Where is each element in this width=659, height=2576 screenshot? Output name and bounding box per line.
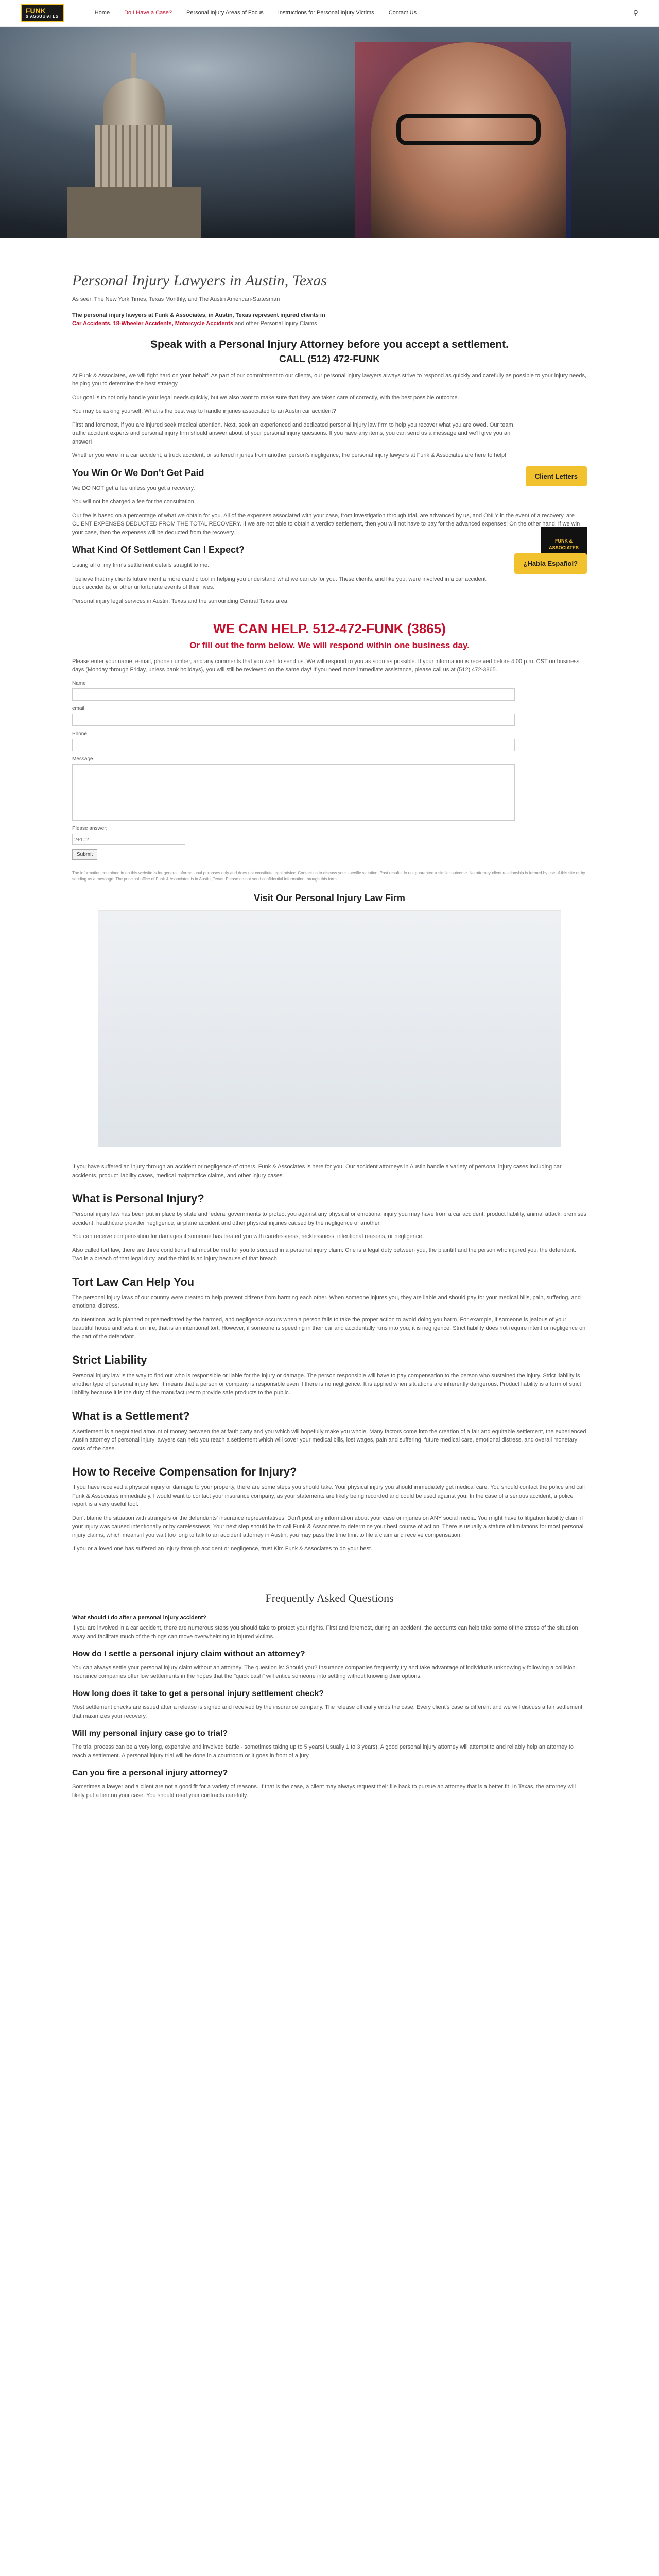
paragraph: You may be asking yourself: What is the best way to handle injuries associated to an Austin car accident?	[72, 408, 336, 414]
nav-links	[95, 9, 417, 18]
paragraph: Personal injury law has been put in place by state and federal governments to protect you against any physical or emotional injury you may have from a car accident, product liability, animal attack, premises accident, healthcare provider negligence, airplane accident and other physical injuries caused by the negligence of another.	[72, 1211, 586, 1226]
faq-question[interactable]: Can you fire a personal injury attorney?	[72, 1769, 228, 1778]
paragraph: At Funk & Associates, we will fight hard on your behalf. As part of our commitment to our clients, our personal injury lawyers always strive to respond as quickly and carefully as possible to your injury needs, helping you to determine the best strategy.	[72, 372, 587, 387]
logo-sub: & ASSOCIATES	[26, 15, 59, 19]
submit-button[interactable]: Submit	[72, 849, 97, 860]
settlement-definition-heading: What is a Settlement?	[72, 1409, 190, 1422]
paragraph: The personal injury laws of our country were created to help prevent citizens from harming each other. When someone injures you, they are liable and should pay for your medical bills, pain, suffering, and emotional distress.	[72, 1294, 581, 1310]
captcha-field[interactable]	[72, 834, 185, 845]
paragraph: An intentional act is planned or premeditated by the harmed, and negligence occurs when a person fails to take the proper action to avoid doing you harm. For example, if someone is jealous of your beautiful house and sets it on fire, that is an intentional tort. However, if someone is speeding in their car and accidentally runs into you, it is negligence. Strict liability does not require intent or negligence on the part of the defendant.	[72, 1316, 586, 1340]
paragraph: If you or a loved one has suffered an injury through accident or negligence, trust Kim Funk & Associates to do your best.	[72, 1546, 373, 1552]
capitol-base	[67, 187, 201, 238]
message-label: Message	[72, 756, 93, 762]
paragraph: If you have suffered an injury through an accident or negligence of others, Funk & Associates is here for you. Our accident attorneys in Austin handle a variety of personal injury cases including car accidents, product liability cases, medical malpractice claims, and other injury cases.	[72, 1164, 562, 1179]
capitol-dome	[103, 78, 165, 125]
paragraph: You can receive compensation for damages if someone has treated you with carelessness, recklessness, intentional reasons, or negligence.	[72, 1233, 424, 1240]
habla-espanol-button[interactable]: ¿Habla Español?	[514, 553, 587, 574]
nav-areas-of-focus[interactable]: Personal Injury Areas of Focus	[186, 10, 264, 16]
contact-form	[72, 680, 587, 860]
intro-line1-end: and other Personal Injury Claims	[235, 320, 317, 327]
faq-question[interactable]: What should I do after a personal injury accident?	[72, 1614, 206, 1621]
email-field[interactable]	[72, 714, 515, 726]
hero-banner	[0, 27, 659, 238]
faq-answer: Sometimes a lawyer and a client are not a good fit for a variety of reasons. If that is the case, a client may always request their file back to pursue an attorney that is a better fit. In Texas, the attorney will likely put a lien on your case. You should read your contracts carefully.	[72, 1784, 576, 1799]
name-label: Name	[72, 680, 86, 686]
win-heading: You Win Or We Don't Get Paid	[72, 467, 204, 478]
name-field[interactable]	[72, 688, 515, 701]
funk-badge-image: FUNK & ASSOCIATES	[541, 527, 587, 563]
faq-question[interactable]: How do I settle a personal injury claim without an attorney?	[72, 1650, 305, 1659]
law-firm-map-embed[interactable]	[98, 910, 561, 1147]
capitol-building-image	[67, 47, 201, 238]
message-field[interactable]	[72, 764, 515, 821]
paragraph: If you have received a physical injury or damage to your property, there are some steps you should take. Your physical injury you should immediately get medical care. You should contact the police and call Funk & Associates immediately. I would want to contact your insurance company, as your statements are likely being recorded and could be used against you. In the case of a serious accident, a police report is a very useful tool.	[72, 1484, 585, 1508]
faq-question[interactable]: Will my personal injury case go to trial?	[72, 1729, 228, 1738]
faq-answer: Most settlement checks are issued after a release is signed and received by the insurance company. The release officially ends the case. Every client's case is different and we will discuss a fair settlement that maximizes your recovery.	[72, 1704, 583, 1719]
logo-main: FUNK	[26, 6, 46, 15]
speak-heading: Speak with a Personal Injury Attorney before you accept a settlement.	[150, 338, 509, 350]
glasses-shape	[396, 114, 541, 145]
main-content	[72, 269, 587, 1800]
paragraph: Personal injury legal services in Austin, Texas and the surrounding Central Texas area.	[72, 598, 289, 604]
paragraph: Our goal is to not only handle your legal needs quickly, but we also want to make sure that they are taken care of correctly, with the best possible outcome.	[72, 394, 459, 401]
visit-heading: Visit Our Personal Injury Law Firm	[254, 893, 405, 904]
client-letters-button[interactable]: Client Letters	[526, 466, 587, 487]
nav-home[interactable]: Home	[94, 10, 110, 16]
paragraph: Whether you were in a car accident, a truck accident, or suffered injuries from another person's negligence, the personal injury lawyers at Funk & Associates are here to help!	[72, 452, 507, 459]
settlement-heading: What Kind Of Settlement Can I Expect?	[72, 545, 245, 555]
disclaimer-text: The information contained in on this website is for general informational purposes only and does not constitute legal advice. Contact us to discuss your specific situation. Past results do not guarantee a similar outcome. No attorney-client relationship is formed by use of this site or by sending us a message. The principal office of Funk & Associates is in Austin, Texas. Please do not send confidential information through this form.	[72, 870, 585, 882]
captcha-question: 2+1=?	[74, 837, 89, 843]
paragraph: You will not be charged a fee for the consultation.	[72, 499, 196, 505]
intro-practice-areas[interactable]: Car Accidents, 18-Wheeler Accidents, Motorcycle Accidents	[72, 320, 233, 327]
top-nav	[0, 0, 659, 27]
paragraph: Our fee is based on a percentage of what we obtain for you. All of the expenses associated with your case, from investigation through trial, are advanced by us, and ONLY in the event of a recovery, are CLIENT EXPENSES DEDUCTED FROM THE TOTAL RECOVERY. If we are not able to obtain a verdict/ settlement, then you will not have to pay for the advanced expenses! On the other hand, if we win your case, then the expenses will be deducted from the recovery.	[72, 512, 580, 536]
paragraph: I believe that my clients future merit a more candid tool in helping you understand what we can do for you. These clients, and like you, were involved in a car accident, truck accidents, or other unfortunate events of their lives.	[72, 575, 488, 590]
faq-question[interactable]: How long does it take to get a personal injury settlement check?	[72, 1689, 324, 1699]
intro-text	[72, 311, 587, 328]
tort-law-heading: Tort Law Can Help You	[72, 1275, 195, 1289]
page-title: Personal Injury Lawyers in Austin, Texas	[72, 272, 327, 289]
paragraph: Please enter your name, e-mail, phone number, and any comments that you wish to send us. We will respond to you as soon as possible. If your information is received before 4:00 p.m. CST on business days (Monday through Friday, unless bank holidays), you will still be reviewed on the same day! If you need more immediate assistance, please call us at (512) 472-3865.	[72, 658, 580, 673]
nav-contact[interactable]: Contact Us	[388, 10, 417, 16]
phone-label: Phone	[72, 731, 87, 737]
what-is-pi-heading: What is Personal Injury?	[72, 1192, 204, 1206]
paragraph: Listing all of my firm's settlement details straight to me.	[72, 562, 210, 568]
page-subtitle: As seen The New York Times, Texas Monthly, and The Austin American-Statesman	[72, 296, 280, 302]
intro-line1: The personal injury lawyers at Funk & Associates, in Austin, Texas represent injured clients in	[72, 312, 325, 318]
paragraph: Personal injury law is the way to find out who is responsible or liable for the injury or damage. The person responsible will have to pay compensation to the person who sustained the injury. Strict liability is another type of personal injury law. It means that a person or company is responsible even if there is no negligence. It is applied when situations are inherently dangerous. Product liability is a form of strict liability because it is the duty of the manufacturer to provide safe products to the public.	[72, 1372, 581, 1396]
faq-heading: Frequently Asked Questions	[265, 1591, 394, 1604]
strict-liability-heading: Strict Liability	[72, 1353, 147, 1367]
paragraph: First and foremost, if you are injured seek medical attention. Next, seek an experienced and dedicated personal injury law firm to help you recover what you are owed. Our team traffic accident experts and personal injury firm should answer about of your personal injury questions. If you have any items, you can send us a message and we'll give you an answer!	[72, 421, 513, 445]
we-can-help-heading[interactable]: WE CAN HELP. 512-472-FUNK (3865)	[213, 621, 446, 636]
paragraph: Also called tort law, there are three conditions that must be met for you to succeed in a personal injury claim: One is a legal duty between you, the plaintiff and the person who injured you, the defendant. Two is a breach of that legal duty, and the third is an injury because of that breach.	[72, 1247, 576, 1262]
email-label: email	[72, 705, 84, 711]
nav-do-i-have-a-case[interactable]: Do I Have a Case?	[124, 10, 172, 16]
nav-instructions[interactable]: Instructions for Personal Injury Victims	[278, 10, 374, 16]
capitol-columns	[95, 125, 172, 187]
faq-answer: You can always settle your personal injury claim without an attorney. The question is: Should you? Insurance companies frequently try and take advantage of individuals unknowingly following a collision. Insurance companies offer low settlements in the hopes that the "quick cash" will entice someone into settling without knowing their options.	[72, 1665, 577, 1680]
phone-field[interactable]	[72, 739, 515, 751]
captcha-label: Please answer:	[72, 825, 108, 832]
form-instructions-heading: Or fill out the form below. We will respond within one business day.	[189, 640, 470, 650]
body-content	[72, 1163, 587, 1553]
faq-answer: If you are involved in a car accident, there are numerous steps you should take to protect your rights. First and foremost, during an accident, the accounts can help take some of the stress of the situation away and facilitate much of the things can move overwhelming to injured victims.	[72, 1625, 578, 1640]
paragraph: We DO NOT get a fee unless you get a recovery.	[72, 485, 195, 492]
call-number[interactable]: CALL (512) 472-FUNK	[279, 354, 380, 365]
search-icon[interactable]: ⚲	[633, 9, 638, 17]
paragraph: A settlement is a negotiated amount of money between the at fault party and you which will hopefully make you whole. Many factors come into the creation of a fair and equitable settlement, the experienced Austin attorney of personal injury lawyers can help you reach a settlement which will cover your medical bills, lost wages, pain and suffering, future medical care, emotional distress, and overall monetary costs of the case.	[72, 1428, 586, 1452]
paragraph: Don't blame the situation with strangers or the defendants' insurance representatives. Don't post any information about your case or injuries on ANY social media. You might have to litigation liability claim if your injury was caused intentionally or by carelessness. Your next step should be to call Funk & Associates to determine your best course of action. There is usually a statute of limitations for most personal injury claims, which means if you wait too long to talk to an accident attorney in Austin, you may pass the time limit to file a claim and receive compensation.	[72, 1515, 584, 1538]
compensation-heading: How to Receive Compensation for Injury?	[72, 1465, 297, 1479]
capitol-spire	[131, 53, 136, 78]
faq-answer: The trial process can be a very long, expensive and involved battle - sometimes taking up to 5 years! Usually 1 to 3 years). A good personal injury attorney will attempt to and reliably help an attorney to reach a settlement. A personal injury trial will be done in a courtroom or it goes in front of a jury.	[72, 1744, 574, 1759]
logo[interactable]	[21, 4, 64, 22]
